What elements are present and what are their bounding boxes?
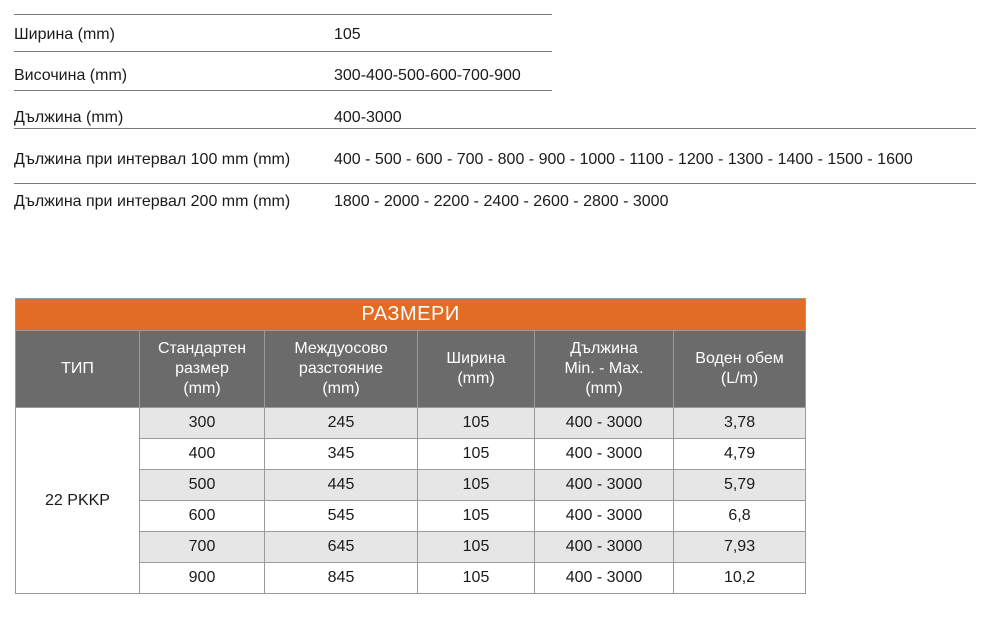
cell-distance: 645 (265, 532, 418, 563)
spec-label: Височина (mm) (14, 67, 128, 84)
header-water-volume: Воден обем (L/m) (674, 331, 806, 408)
divider (14, 128, 976, 129)
cell-width: 105 (418, 470, 535, 501)
cell-distance: 845 (265, 563, 418, 594)
table-row (16, 408, 806, 439)
cell-width: 105 (418, 532, 535, 563)
divider (14, 14, 552, 15)
cell-volume: 10,2 (674, 563, 806, 594)
spec-value: 1800 - 2000 - 2200 - 2400 - 2600 - 2800 - 3000 (334, 193, 669, 210)
cell-size: 700 (140, 532, 265, 563)
cell-distance: 245 (265, 408, 418, 439)
cell-size: 900 (140, 563, 265, 594)
table-title: РАЗМЕРИ (16, 299, 806, 331)
cell-volume: 7,93 (674, 532, 806, 563)
spec-label: Ширина (mm) (14, 26, 115, 43)
spec-value: 105 (334, 26, 361, 43)
cell-width: 105 (418, 501, 535, 532)
cell-length: 400 - 3000 (535, 532, 674, 563)
header-width: Ширина (mm) (418, 331, 535, 408)
divider (14, 183, 976, 184)
cell-width: 105 (418, 408, 535, 439)
type-cell: 22 PKKP (16, 408, 140, 594)
cell-length: 400 - 3000 (535, 439, 674, 470)
cell-volume: 3,78 (674, 408, 806, 439)
header-axis-distance: Междуосово разстояние (mm) (265, 331, 418, 408)
cell-size: 600 (140, 501, 265, 532)
cell-width: 105 (418, 439, 535, 470)
cell-distance: 445 (265, 470, 418, 501)
cell-distance: 345 (265, 439, 418, 470)
dimensions-table (15, 298, 806, 594)
cell-volume: 6,8 (674, 501, 806, 532)
cell-size: 500 (140, 470, 265, 501)
cell-length: 400 - 3000 (535, 470, 674, 501)
divider (14, 90, 552, 91)
spec-label: Дължина (mm) (14, 109, 124, 126)
spec-label: Дължина при интервал 100 mm (mm) (14, 151, 291, 168)
spec-value: 400 - 500 - 600 - 700 - 800 - 900 - 1000 - 1100 - 1200 - 1300 - 1400 - 1500 - 1600 (334, 151, 913, 168)
cell-width: 105 (418, 563, 535, 594)
spec-value: 300-400-500-600-700-900 (334, 67, 521, 84)
cell-length: 400 - 3000 (535, 408, 674, 439)
cell-length: 400 - 3000 (535, 501, 674, 532)
cell-volume: 4,79 (674, 439, 806, 470)
cell-distance: 545 (265, 501, 418, 532)
cell-size: 400 (140, 439, 265, 470)
cell-length: 400 - 3000 (535, 563, 674, 594)
spec-label: Дължина при интервал 200 mm (mm) (14, 193, 291, 210)
header-type: ТИП (16, 331, 140, 408)
cell-size: 300 (140, 408, 265, 439)
header-length: Дължина Min. - Max. (mm) (535, 331, 674, 408)
cell-volume: 5,79 (674, 470, 806, 501)
table-header-row (16, 331, 806, 408)
divider (14, 51, 552, 52)
spec-value: 400-3000 (334, 109, 402, 126)
header-standard-size: Стандартен размер (mm) (140, 331, 265, 408)
